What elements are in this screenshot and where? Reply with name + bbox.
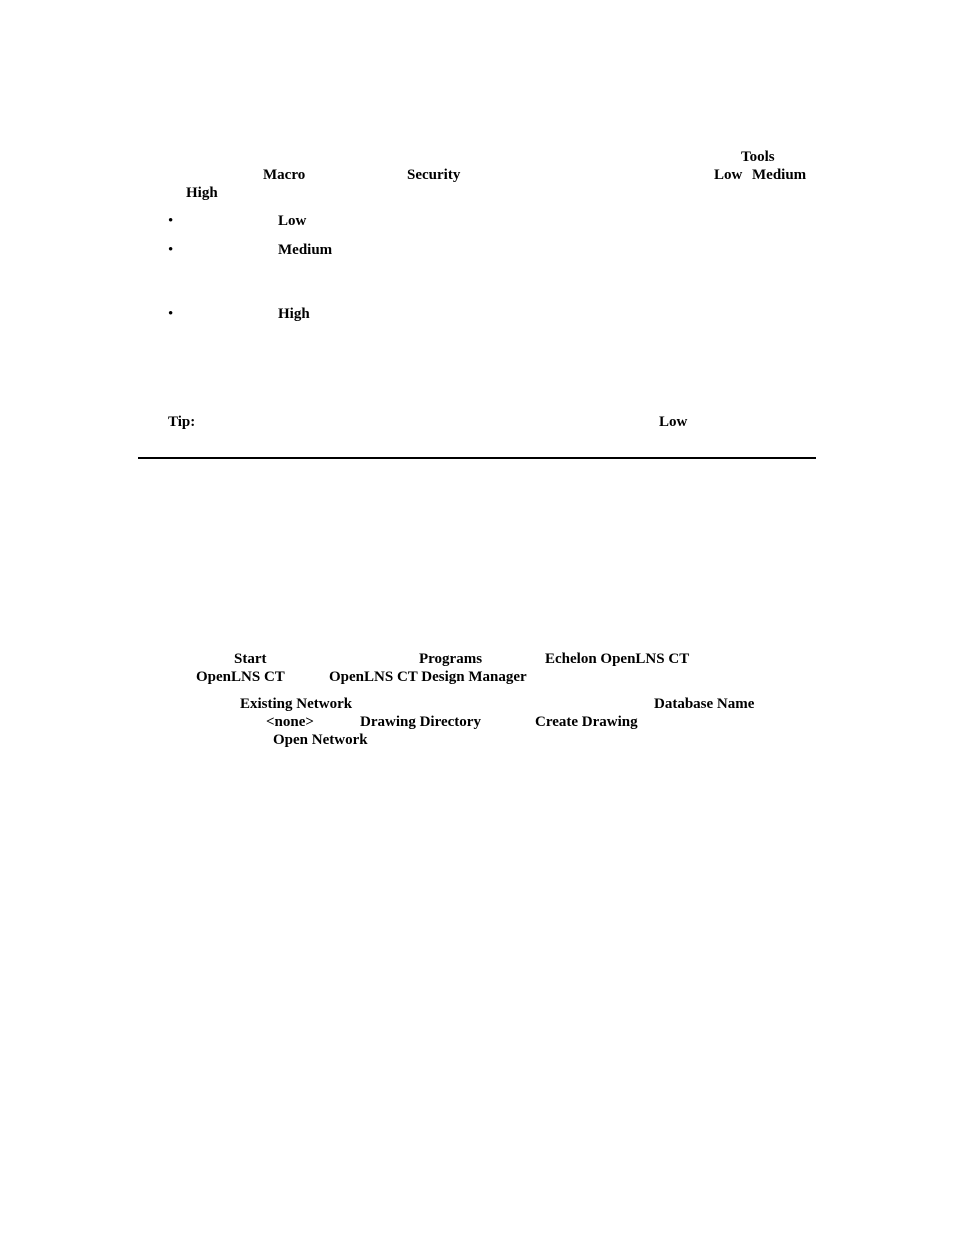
bullet-marker: •: [168, 306, 174, 322]
bullet-marker: •: [168, 242, 174, 258]
tip-label: Tip:: [168, 414, 196, 430]
bullet-medium-label: Medium: [278, 242, 333, 258]
create-drawing-label: Create Drawing: [535, 714, 638, 730]
bullet-low-label: Low: [278, 213, 307, 229]
design-manager-label: OpenLNS CT Design Manager: [329, 669, 527, 685]
menu-security-label: Security: [407, 167, 461, 183]
menu-tools-label: Tools: [741, 149, 775, 165]
start-menu-label: Start: [234, 651, 267, 667]
none-value-label: <none>: [266, 714, 314, 730]
echelon-openlns-ct-label: Echelon OpenLNS CT: [545, 651, 690, 667]
menu-macro-label: Macro: [263, 167, 306, 183]
open-network-label: Open Network: [273, 732, 368, 748]
level-low-label: Low: [714, 167, 743, 183]
openlns-ct-label: OpenLNS CT: [196, 669, 285, 685]
programs-label: Programs: [419, 651, 483, 667]
bullet-high-label: High: [278, 306, 310, 322]
level-high-label: High: [186, 185, 218, 201]
tip-low-label: Low: [659, 414, 688, 430]
existing-network-label: Existing Network: [240, 696, 353, 712]
section-divider: [138, 457, 816, 459]
bullet-marker: •: [168, 213, 174, 229]
drawing-directory-label: Drawing Directory: [360, 714, 481, 730]
database-name-label: Database Name: [654, 696, 755, 712]
level-medium-label: Medium: [752, 167, 807, 183]
